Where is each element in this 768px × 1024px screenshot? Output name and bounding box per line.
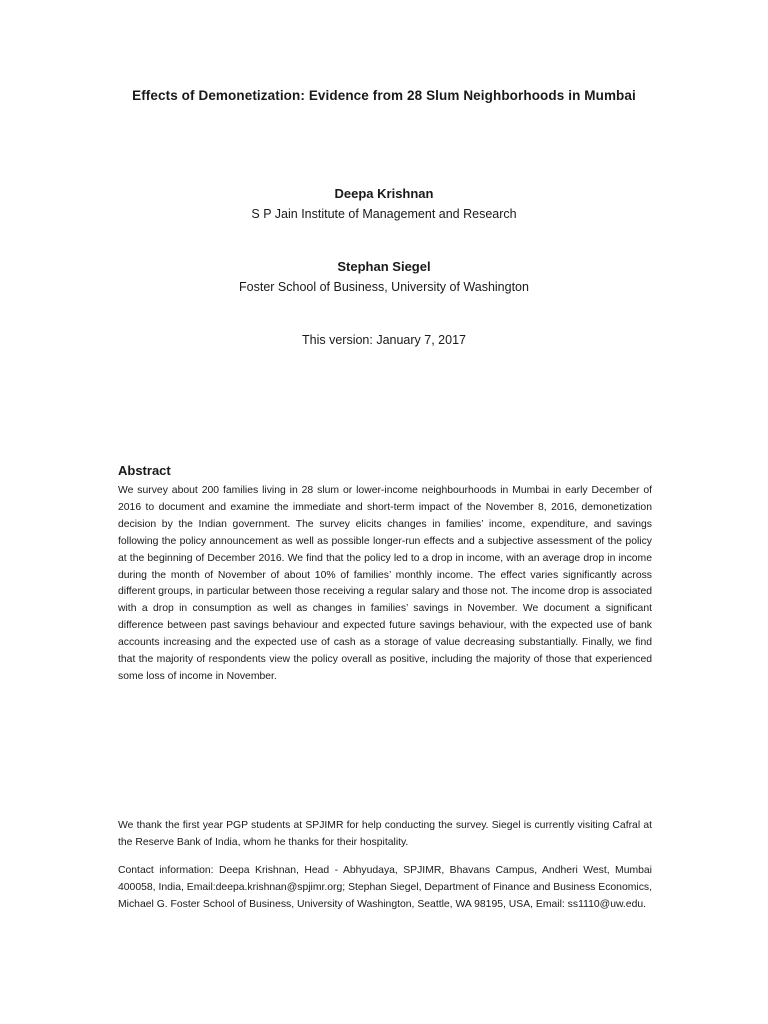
abstract-heading: Abstract [118, 463, 171, 478]
author-affiliation-1: S P Jain Institute of Management and Research [251, 207, 517, 221]
abstract-text: We survey about 200 families living in 28 slum or lower-income neighbourhoods in Mumbai in early December of 2016 to document and examine the immediate and short-term impact of the November 8, 2016, demonetization decision by the Indian government. The survey elicits changes in families’ income, expenditure, and savings following the policy announcement as well as possible longer-run effects and a subjective assessment of the policy at the beginning of December 2016. We find that the policy led to a drop in income, with an average drop in income during the month of November of about 10% of families’ monthly income. The effect varies significantly across different groups, in particular between those receiving a regular salary and those not. The income drop is associated with a drop in consumption as well as changes in families’ savings in November. We document a significant difference between past savings behaviour and expected future savings behaviour, with the expected use of bank accounts increasing and the expected use of cash as a storage of value decreasing substantially. Finally, we find that the majority of respondents view the policy overall as positive, including the majority of those that experienced some loss of income in November. [118, 485, 652, 682]
contact-information: Contact information: Deepa Krishnan, Head - Abhyudaya, SPJIMR, Bhavans Campus, Andheri West, Mumbai 400058, India, Email:deepa.krishnan@spjimr.org; Stephan Siegel, Department of Finance and Business Economics, Michael G. Foster School of Business, University of Washington, Seattle, WA 98195, USA, Email: ss1110@uw.edu. [118, 865, 652, 911]
author-name-1: Deepa Krishnan [334, 186, 434, 201]
acknowledgement-text: We thank the first year PGP students at SPJIMR for help conducting the survey. Siegel is currently visiting Cafral at the Reserve Bank of India, whom he thanks for their hospitality. [118, 820, 652, 848]
author-affiliation-2: Foster School of Business, University of Washington [239, 280, 529, 294]
author-name-2: Stephan Siegel [337, 259, 431, 274]
version-date: This version: January 7, 2017 [302, 333, 466, 347]
paper-title: Effects of Demonetization: Evidence from 28 Slum Neighborhoods in Mumbai [132, 88, 636, 103]
